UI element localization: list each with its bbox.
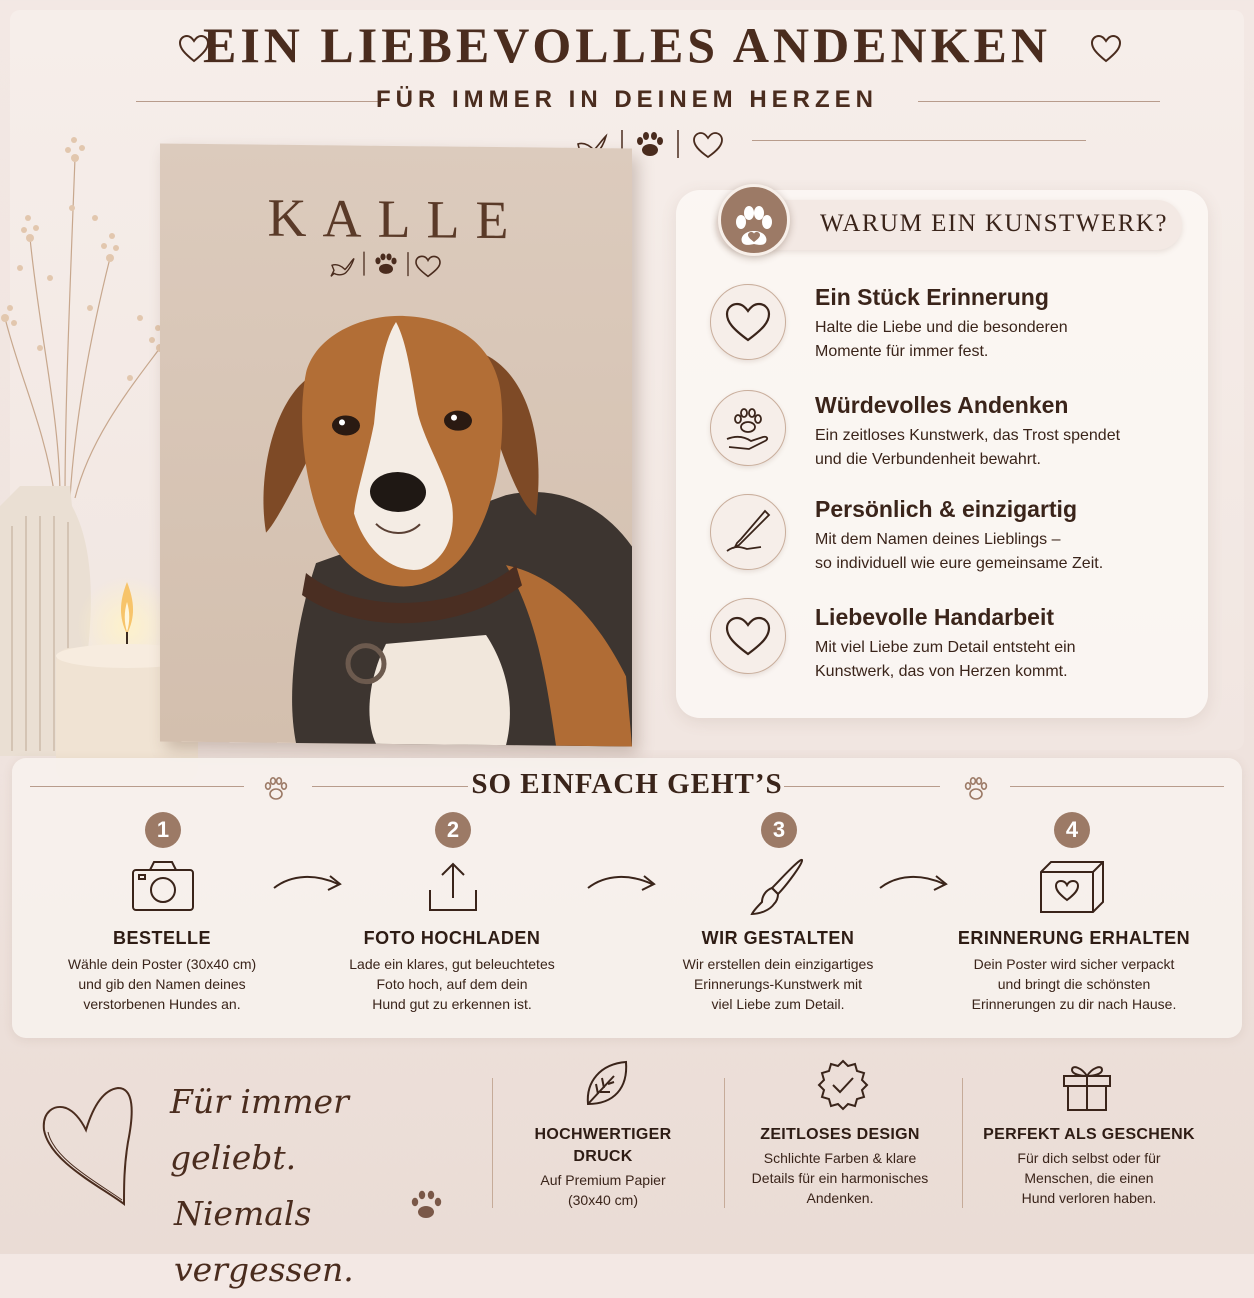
feature-title: Würdevolles Andenken: [815, 392, 1069, 418]
feature-description: [815, 528, 1195, 576]
arrow-right-icon: [586, 868, 658, 898]
gift-title-line: PERFEKT ALS GESCHENK: [983, 1126, 1195, 1143]
step-line: Erinnerungen zu dir nach Hause.: [971, 996, 1177, 1012]
step-title: FOTO HOCHLADEN: [363, 928, 541, 948]
step-title: BESTELLE: [112, 928, 211, 948]
step-number: 2: [435, 812, 471, 848]
design-line: Andenken.: [806, 1190, 874, 1206]
feature-line: Kunstwerk, das von Herzen kommt.: [815, 663, 1068, 680]
leaf-icon: [580, 1058, 634, 1112]
feature-title: Persönlich & einzigartig: [815, 496, 1077, 522]
heart-outline-icon: [40, 1082, 136, 1208]
dog-portrait: [256, 313, 632, 747]
brush-hand-icon: [711, 495, 785, 569]
divider-line: [784, 786, 940, 787]
design-title-line: ZEITLOSES DESIGN: [760, 1126, 920, 1143]
feature-line: und die Verbundenheit bewahrt.: [815, 451, 1041, 468]
step-number: 3: [761, 812, 797, 848]
step-line: Wähle dein Poster (30x40 cm): [67, 956, 257, 972]
gift-description: [974, 1148, 1204, 1208]
feature-line: Halte die Liebe und die besonderen: [815, 319, 1068, 336]
arrow-right-icon: [878, 868, 950, 898]
heart-icon: [694, 133, 722, 157]
heart-icon: [711, 599, 785, 673]
design-title: [725, 1124, 955, 1146]
divider-line: [752, 140, 1086, 141]
quality-title-line: DRUCK: [573, 1148, 633, 1165]
step-line: Foto hoch, auf dem dein: [376, 976, 528, 992]
script-line: Für immer geliebt.: [170, 1082, 349, 1177]
script-line: Niemals vergessen.: [174, 1194, 354, 1289]
feature-icon-circle: [710, 494, 786, 570]
step-line: Wir erstellen dein einzigartiges: [682, 956, 874, 972]
step-line: Hund gut zu erkennen ist.: [372, 996, 532, 1012]
step-description: [12, 954, 312, 1014]
page-title: EIN LIEBEVOLLES ANDENKEN: [202, 17, 1051, 73]
check-badge-icon: [816, 1058, 870, 1112]
step-title: ERINNERUNG ERHALTEN: [957, 928, 1191, 948]
gift-line: Menschen, die einen: [1024, 1170, 1154, 1186]
paw-icon: [637, 132, 663, 156]
step-line: Dein Poster wird sicher verpackt: [973, 956, 1175, 972]
paw-icon: [375, 253, 396, 274]
dried-flowers-decoration: [0, 118, 180, 498]
paw-in-hand-icon: [711, 391, 785, 465]
quality-line: (30x40 cm): [567, 1192, 639, 1208]
feature-line: Momente für immer fest.: [815, 343, 989, 360]
feature-line: Ein zeitloses Kunstwerk, das Trost spendet: [815, 427, 1121, 444]
feature-line: Mit dem Namen deines Lieblings –: [815, 531, 1061, 548]
feature-title: Liebevolle Handarbeit: [815, 604, 1055, 630]
step-number: 4: [1054, 812, 1090, 848]
gift-box-icon: [1037, 856, 1107, 918]
quality-title: [488, 1124, 718, 1168]
gift-line: Für dich selbst oder für: [1017, 1150, 1161, 1166]
paw-icon: [960, 772, 992, 804]
feature-description: [815, 636, 1195, 684]
paw-icon: [721, 187, 787, 253]
gift-icon: [1060, 1058, 1114, 1112]
step-line: Lade ein klares, gut beleuchtetes: [349, 956, 555, 972]
arrow-right-icon: [272, 868, 344, 898]
step-line: Erinnerungs-Kunstwerk mit: [693, 976, 863, 992]
feature-icon-circle: [710, 390, 786, 466]
poster-icon-row: [328, 247, 448, 280]
divider-vertical: [962, 1078, 963, 1208]
gift-title: [974, 1124, 1204, 1146]
step-line: verstorbenen Hundes an.: [83, 996, 241, 1012]
paw-icon: [404, 1182, 448, 1226]
step-line: und gib den Namen deines: [78, 976, 246, 992]
feature-line: so individuell wie eure gemeinsame Zeit.: [815, 555, 1104, 572]
divider-line: [1010, 786, 1224, 787]
pet-name: KALLE: [267, 187, 525, 251]
quality-description: [488, 1170, 718, 1210]
paintbrush-icon: [744, 856, 814, 918]
quality-title-line: HOCHWERTIGER: [534, 1126, 672, 1143]
heart-icon: [711, 285, 785, 359]
design-line: Schlichte Farben & klare: [763, 1150, 917, 1166]
feature-description: [815, 316, 1195, 364]
feature-title: Ein Stück Erinnerung: [815, 284, 1049, 310]
camera-icon: [128, 856, 198, 918]
gift-line: Hund verloren haben.: [1021, 1190, 1157, 1206]
heart-icon: [416, 256, 440, 276]
quality-line: Auf Premium Papier: [540, 1172, 666, 1188]
page-subtitle: FÜR IMMER IN DEINEM HERZEN: [376, 86, 878, 113]
step-line: und bringt die schönsten: [997, 976, 1151, 992]
feature-description: [815, 424, 1195, 472]
steps-title: SO EINFACH GEHT’S: [471, 768, 783, 800]
feature-icon-circle: [710, 284, 786, 360]
design-line: Details für ein harmonisches: [751, 1170, 929, 1186]
step-description: [924, 954, 1224, 1014]
step-description: [302, 954, 602, 1014]
memorial-poster: [160, 144, 632, 747]
why-badge: [718, 184, 790, 256]
design-description: [725, 1148, 955, 1208]
feature-icon-circle: [710, 598, 786, 674]
why-card-title: WARUM EIN KUNSTWERK?: [820, 210, 1169, 237]
upload-icon: [418, 856, 488, 918]
step-description: [628, 954, 928, 1014]
step-line: viel Liebe zum Detail.: [711, 996, 845, 1012]
dove-icon: [331, 258, 354, 276]
step-title: WIR GESTALTEN: [701, 928, 855, 948]
step-number: 1: [145, 812, 181, 848]
divider-line: [918, 101, 1160, 102]
feature-line: Mit viel Liebe zum Detail entsteht ein: [815, 639, 1076, 656]
heart-icon: [1090, 34, 1122, 64]
